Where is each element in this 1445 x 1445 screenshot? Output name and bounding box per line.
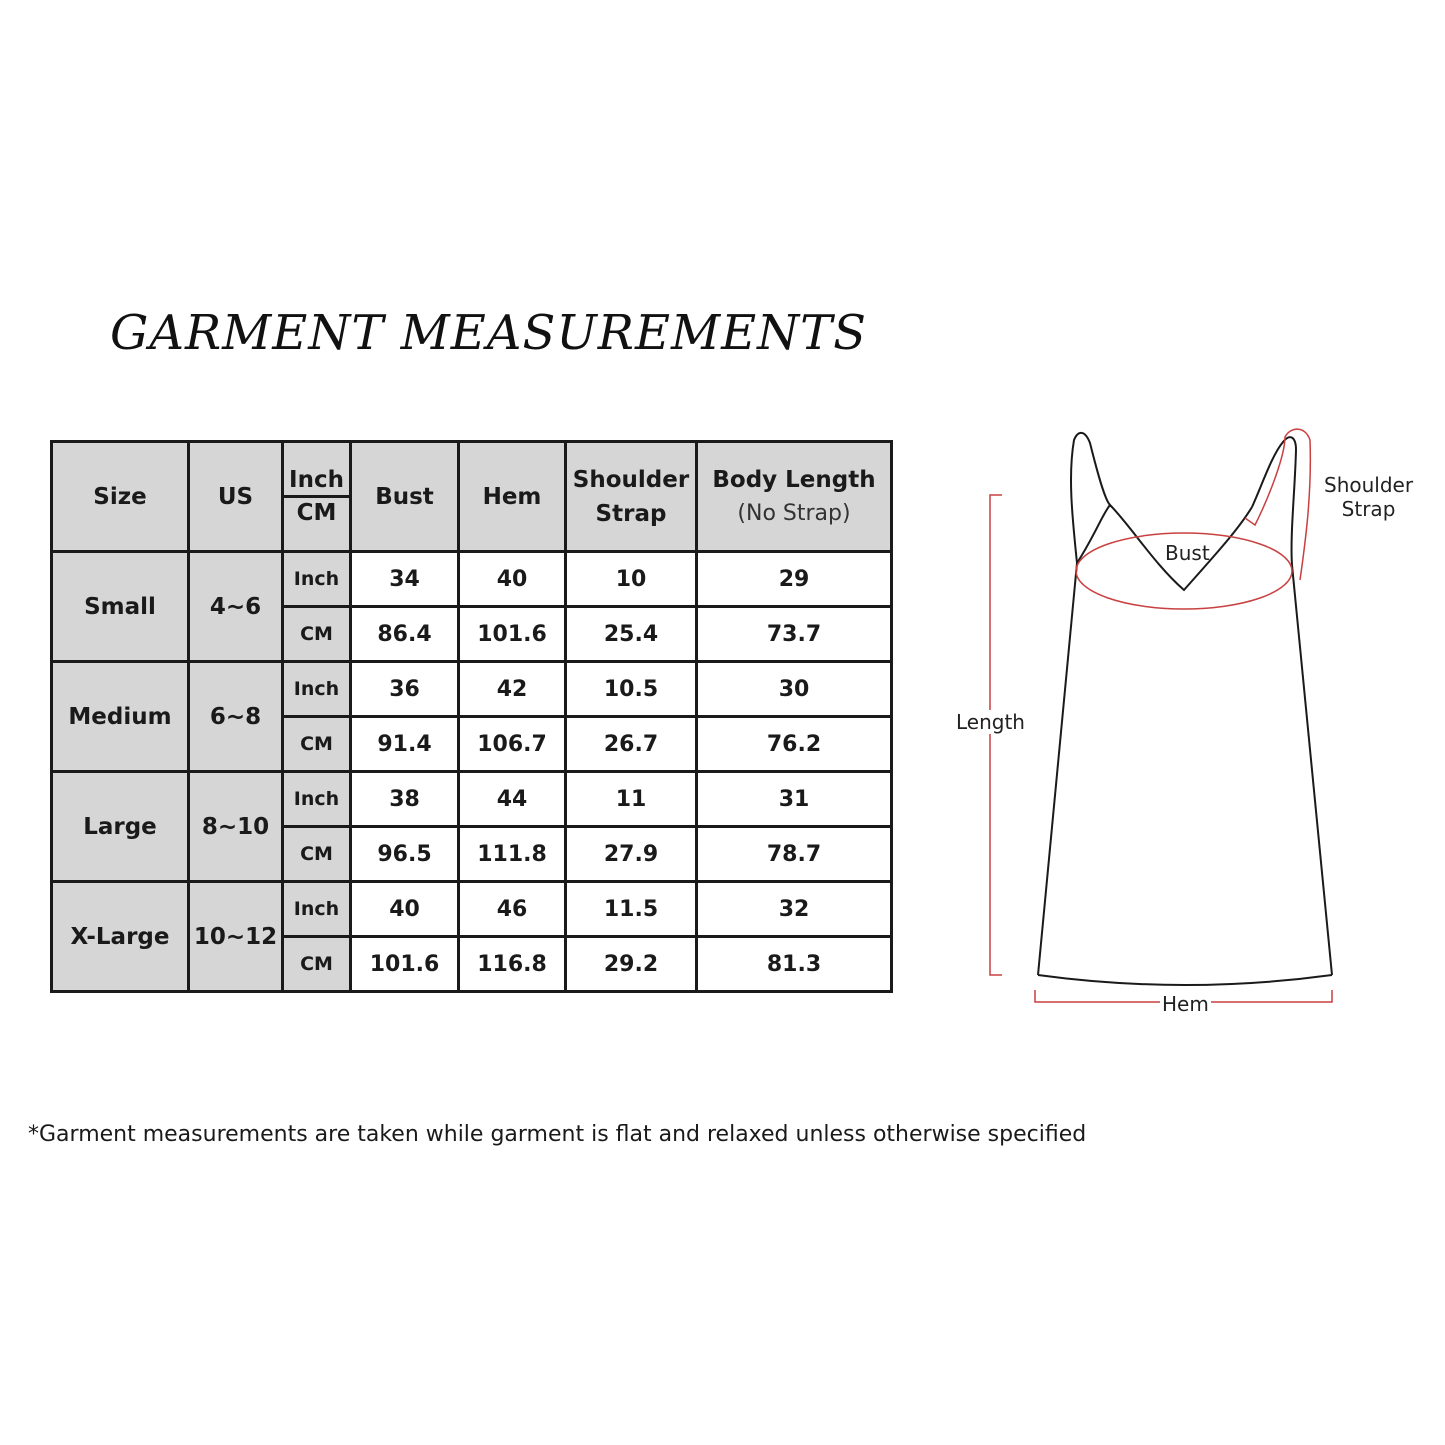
unit-cell: CM — [283, 937, 351, 992]
header-bust: Bust — [351, 442, 459, 552]
header-unit — [283, 442, 351, 552]
length-measure-bracket — [990, 495, 1002, 975]
footnote: *Garment measurements are taken while garment is flat and relaxed unless otherwise specified — [28, 1122, 1087, 1147]
header-us: US — [189, 442, 283, 552]
header-unit-inch: Inch — [284, 465, 349, 498]
hem-cell: 101.6 — [459, 607, 566, 662]
shoulder-cell: 11 — [566, 772, 697, 827]
bust-label: Bust — [1165, 541, 1210, 565]
length-cell: 30 — [697, 662, 892, 717]
size-cell: Small — [52, 552, 189, 662]
header-body-length — [697, 442, 892, 552]
unit-cell: CM — [283, 827, 351, 882]
length-label: Length — [956, 710, 1025, 734]
hem-cell: 111.8 — [459, 827, 566, 882]
unit-cell: CM — [283, 717, 351, 772]
shoulder-label-line2: Strap — [1341, 497, 1396, 521]
header-shoulder-line1: Shoulder — [572, 466, 690, 493]
shoulder-cell: 29.2 — [566, 937, 697, 992]
table-row — [52, 772, 892, 827]
shoulder-cell: 11.5 — [566, 882, 697, 937]
length-cell: 81.3 — [697, 937, 892, 992]
size-cell: Medium — [52, 662, 189, 772]
size-chart-table — [50, 440, 893, 993]
shoulder-cell: 27.9 — [566, 827, 697, 882]
header-body-length-label: Body Length — [712, 466, 876, 493]
table-header-row — [52, 442, 892, 552]
unit-cell: Inch — [283, 882, 351, 937]
shoulder-cell: 25.4 — [566, 607, 697, 662]
bust-cell: 40 — [351, 882, 459, 937]
length-cell: 29 — [697, 552, 892, 607]
us-size-cell: 6~8 — [189, 662, 283, 772]
hem-label: Hem — [1162, 992, 1209, 1016]
table-row — [52, 882, 892, 937]
shoulder-strap-label — [1324, 473, 1413, 521]
header-hem: Hem — [459, 442, 566, 552]
hem-cell: 44 — [459, 772, 566, 827]
bust-cell: 34 — [351, 552, 459, 607]
unit-cell: Inch — [283, 662, 351, 717]
bust-cell: 38 — [351, 772, 459, 827]
hem-cell: 106.7 — [459, 717, 566, 772]
bust-cell: 101.6 — [351, 937, 459, 992]
hem-cell: 42 — [459, 662, 566, 717]
bust-cell: 36 — [351, 662, 459, 717]
us-size-cell: 10~12 — [189, 882, 283, 992]
length-cell: 78.7 — [697, 827, 892, 882]
header-shoulder-line2: Strap — [595, 500, 667, 527]
length-cell: 31 — [697, 772, 892, 827]
size-cell: Large — [52, 772, 189, 882]
length-cell: 76.2 — [697, 717, 892, 772]
header-unit-cm: CM — [296, 500, 337, 526]
unit-cell: CM — [283, 607, 351, 662]
header-size: Size — [52, 442, 189, 552]
garment-diagram — [940, 415, 1420, 1025]
hem-cell: 46 — [459, 882, 566, 937]
shoulder-label-line1: Shoulder — [1324, 473, 1414, 497]
unit-cell: Inch — [283, 552, 351, 607]
us-size-cell: 8~10 — [189, 772, 283, 882]
length-cell: 73.7 — [697, 607, 892, 662]
hem-cell: 116.8 — [459, 937, 566, 992]
bust-cell: 86.4 — [351, 607, 459, 662]
measurement-markers — [990, 429, 1332, 1002]
size-cell: X-Large — [52, 882, 189, 992]
header-shoulder-strap — [566, 442, 697, 552]
bust-cell: 91.4 — [351, 717, 459, 772]
shoulder-cell: 10.5 — [566, 662, 697, 717]
header-body-length-note: (No Strap) — [737, 500, 851, 526]
length-cell: 32 — [697, 882, 892, 937]
dress-outline — [1038, 433, 1332, 985]
table-row — [52, 552, 892, 607]
page-title: GARMENT MEASUREMENTS — [110, 305, 868, 361]
us-size-cell: 4~6 — [189, 552, 283, 662]
shoulder-cell: 26.7 — [566, 717, 697, 772]
bust-cell: 96.5 — [351, 827, 459, 882]
shoulder-cell: 10 — [566, 552, 697, 607]
table-row — [52, 662, 892, 717]
unit-cell: Inch — [283, 772, 351, 827]
hem-cell: 40 — [459, 552, 566, 607]
